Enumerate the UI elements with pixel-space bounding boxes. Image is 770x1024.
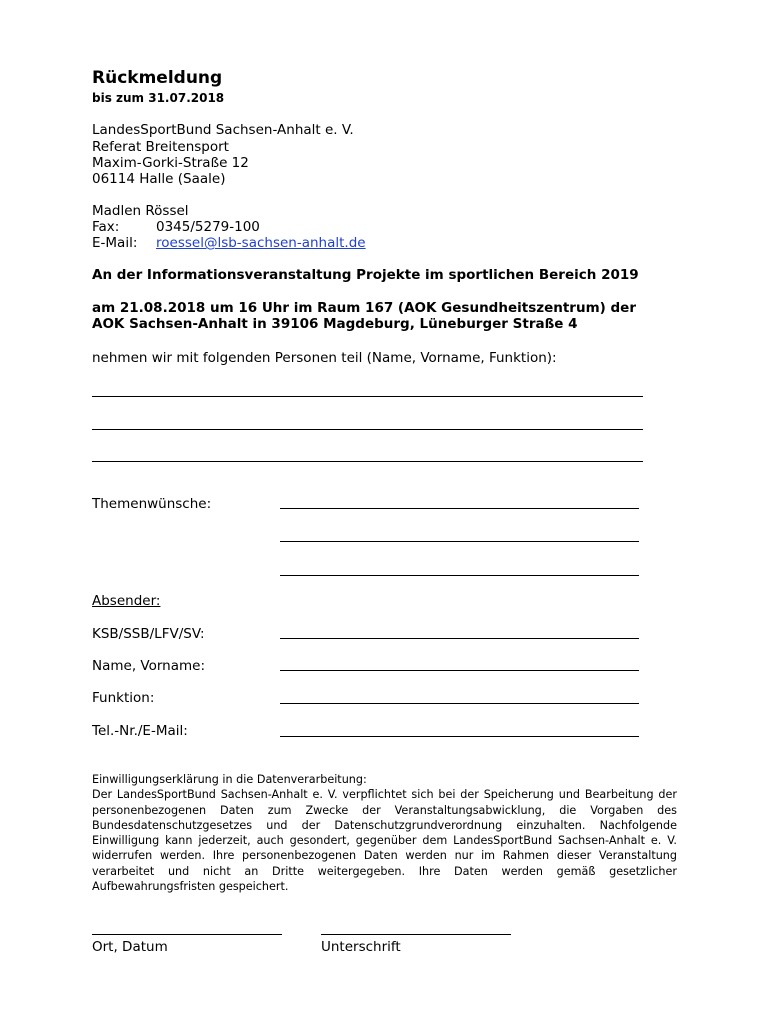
- fax-value: 0345/5279-100: [156, 219, 260, 235]
- event-title: An der Informationsveranstaltung Projekte im sportlichen Bereich 2019: [92, 267, 639, 283]
- topics-line-3[interactable]: [280, 575, 639, 576]
- topics-line-1[interactable]: [280, 508, 639, 509]
- address-dept: Referat Breitensport: [92, 139, 229, 155]
- sender-field-function-label: Funktion:: [92, 690, 155, 706]
- address-org: LandesSportBund Sachsen-Anhalt e. V.: [92, 122, 354, 138]
- address-city: 06114 Halle (Saale): [92, 171, 226, 187]
- contact-name: Madlen Rössel: [92, 203, 189, 219]
- consent-block: [92, 772, 677, 894]
- participant-line-3[interactable]: [92, 461, 643, 462]
- signature-line[interactable]: [321, 934, 511, 935]
- sender-field-contact-label: Tel.-Nr./E-Mail:: [92, 723, 188, 739]
- email-label: E-Mail:: [92, 235, 138, 251]
- consent-heading: Einwilligungserklärung in die Datenverarbeitung:: [92, 773, 367, 786]
- address-street: Maxim-Gorki-Straße 12: [92, 155, 249, 171]
- fax-label: Fax:: [92, 219, 120, 235]
- sender-field-club-line[interactable]: [280, 638, 639, 639]
- participants-intro: nehmen wir mit folgenden Personen teil (Name, Vorname, Funktion):: [92, 350, 557, 366]
- participant-line-1[interactable]: [92, 396, 643, 397]
- sender-heading: Absender:: [92, 593, 161, 609]
- sender-field-name-line[interactable]: [280, 670, 639, 671]
- deadline: bis zum 31.07.2018: [92, 91, 225, 105]
- signature-label: Unterschrift: [321, 939, 401, 955]
- consent-text: Der LandesSportBund Sachsen-Anhalt e. V. verpflichtet sich bei der Speicherung und Bearbeitung der personenbezogenen Daten zum Zwecke der Veranstaltungsabwicklung, die Vorgaben des Bundesdatenschutzgesetzes und der Datenschutzgrundverordnung einzuhalten. Nachfolgende Einwilligung kann jederzeit, auch gesondert, gegenüber dem LandesSportBund Sachsen-Anhalt e. V. widerrufen werden. Ihre personenbezogenen Daten werden nur im Rahmen dieser Veranstaltung verarbeitet und nicht an Dritte weitergegeben. Ihre Daten werden gemäß gesetzlicher Aufbewahrungsfristen gespeichert.: [92, 788, 677, 894]
- sender-field-contact-line[interactable]: [280, 736, 639, 737]
- form-title: Rückmeldung: [92, 68, 223, 88]
- topics-line-2[interactable]: [280, 541, 639, 542]
- event-location: AOK Sachsen-Anhalt in 39106 Magdeburg, Lüneburger Straße 4: [92, 316, 578, 332]
- participant-line-2[interactable]: [92, 429, 643, 430]
- event-datetime: am 21.08.2018 um 16 Uhr im Raum 167 (AOK Gesundheitszentrum) der: [92, 300, 636, 316]
- email-link[interactable]: roessel@lsb-sachsen-anhalt.de: [156, 235, 366, 251]
- sender-field-club-label: KSB/SSB/LFV/SV:: [92, 626, 205, 642]
- place-date-line[interactable]: [92, 934, 282, 935]
- place-date-label: Ort, Datum: [92, 939, 168, 955]
- sender-field-function-line[interactable]: [280, 703, 639, 704]
- sender-field-name-label: Name, Vorname:: [92, 658, 206, 674]
- topics-label: Themenwünsche:: [92, 496, 212, 512]
